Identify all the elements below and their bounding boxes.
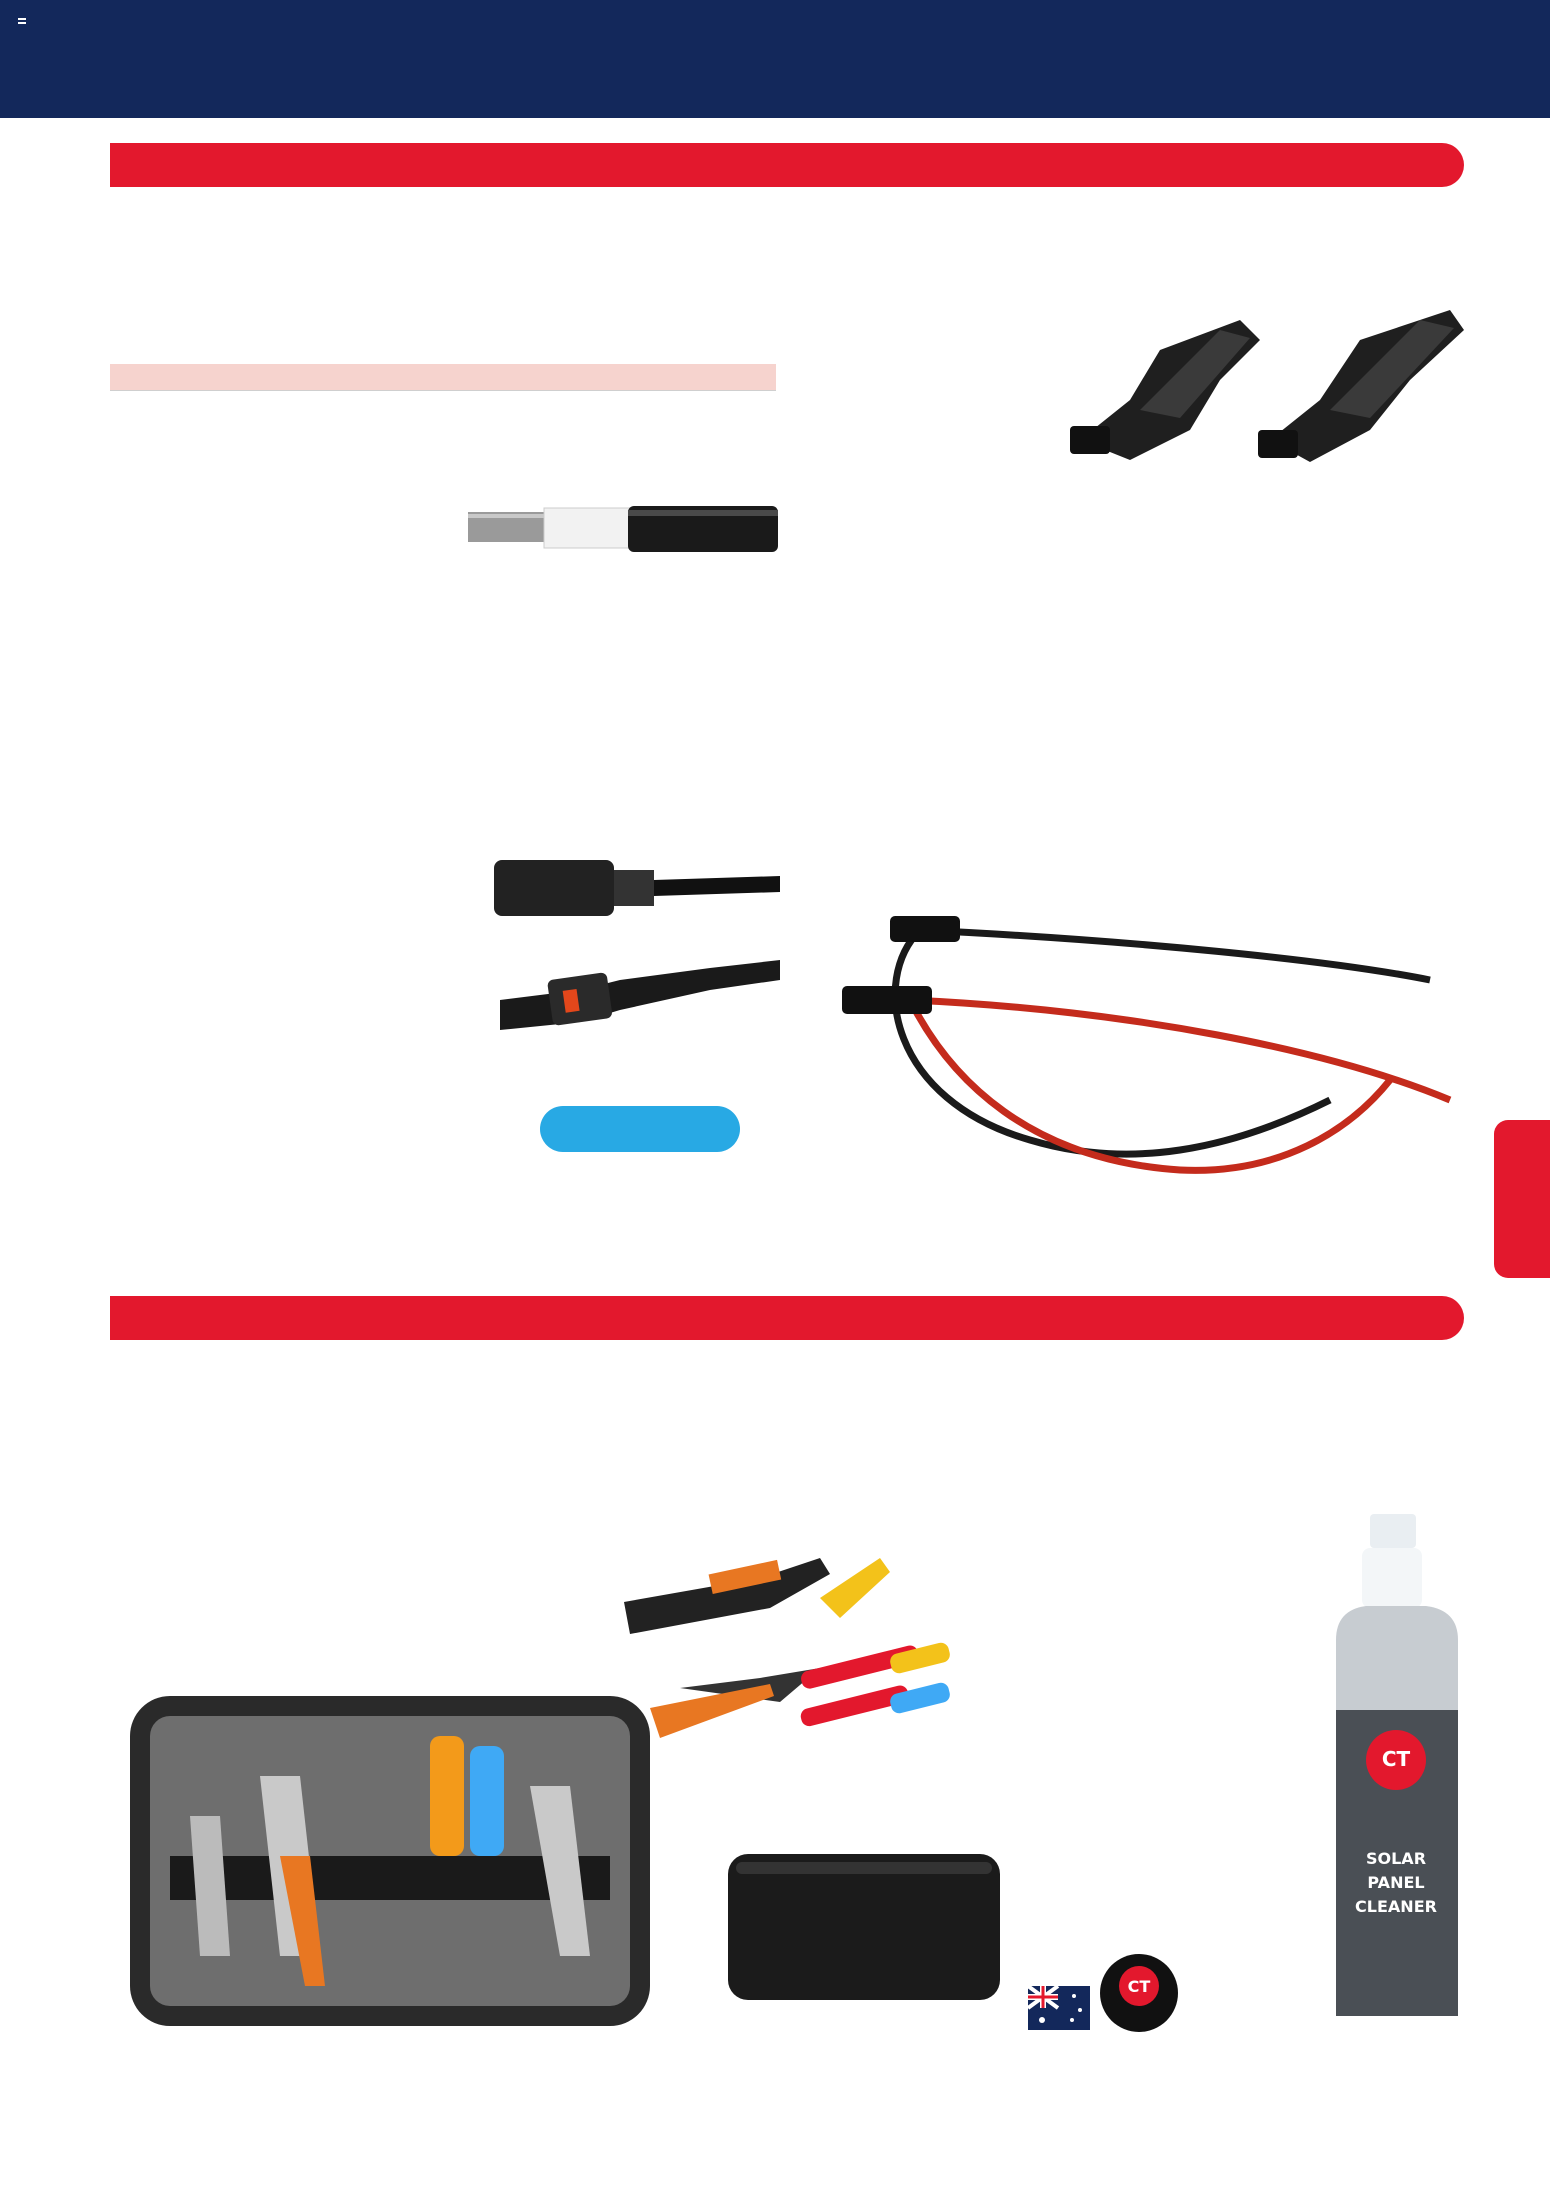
australia-flag-icon [1028,1986,1090,2030]
chemtools-logo [1098,1952,1180,2034]
svg-text:SOLAR: SOLAR [1365,1849,1427,1868]
kit-case-image [130,1696,650,2026]
svg-text:CT: CT [1127,1977,1151,1996]
svg-text:CT: CT [1381,1747,1411,1771]
solar-cable-image [468,500,778,564]
uv-cable-spec-table [110,364,776,391]
premade-cable-image [830,900,1464,1190]
page-header [0,0,1550,118]
menu-icon[interactable] [18,18,26,24]
spec-head [314,364,542,391]
section-tab[interactable] [1494,1120,1550,1278]
cleaner-bottle-image [1326,1510,1468,2020]
svg-text:CLEANER: CLEANER [1355,1897,1437,1916]
pv-connector-image [490,850,780,1062]
branch-connector-image [1070,290,1464,466]
svg-text:PANEL: PANEL [1367,1873,1425,1892]
band-accessories [110,1296,1464,1340]
tuv-certified-badge [540,1106,740,1152]
spec-head [542,364,776,391]
band-interconnects [110,143,1464,187]
kit-tools-image [620,1538,1000,1868]
kit-bag-image [718,1846,1008,2006]
spec-head [110,364,314,391]
